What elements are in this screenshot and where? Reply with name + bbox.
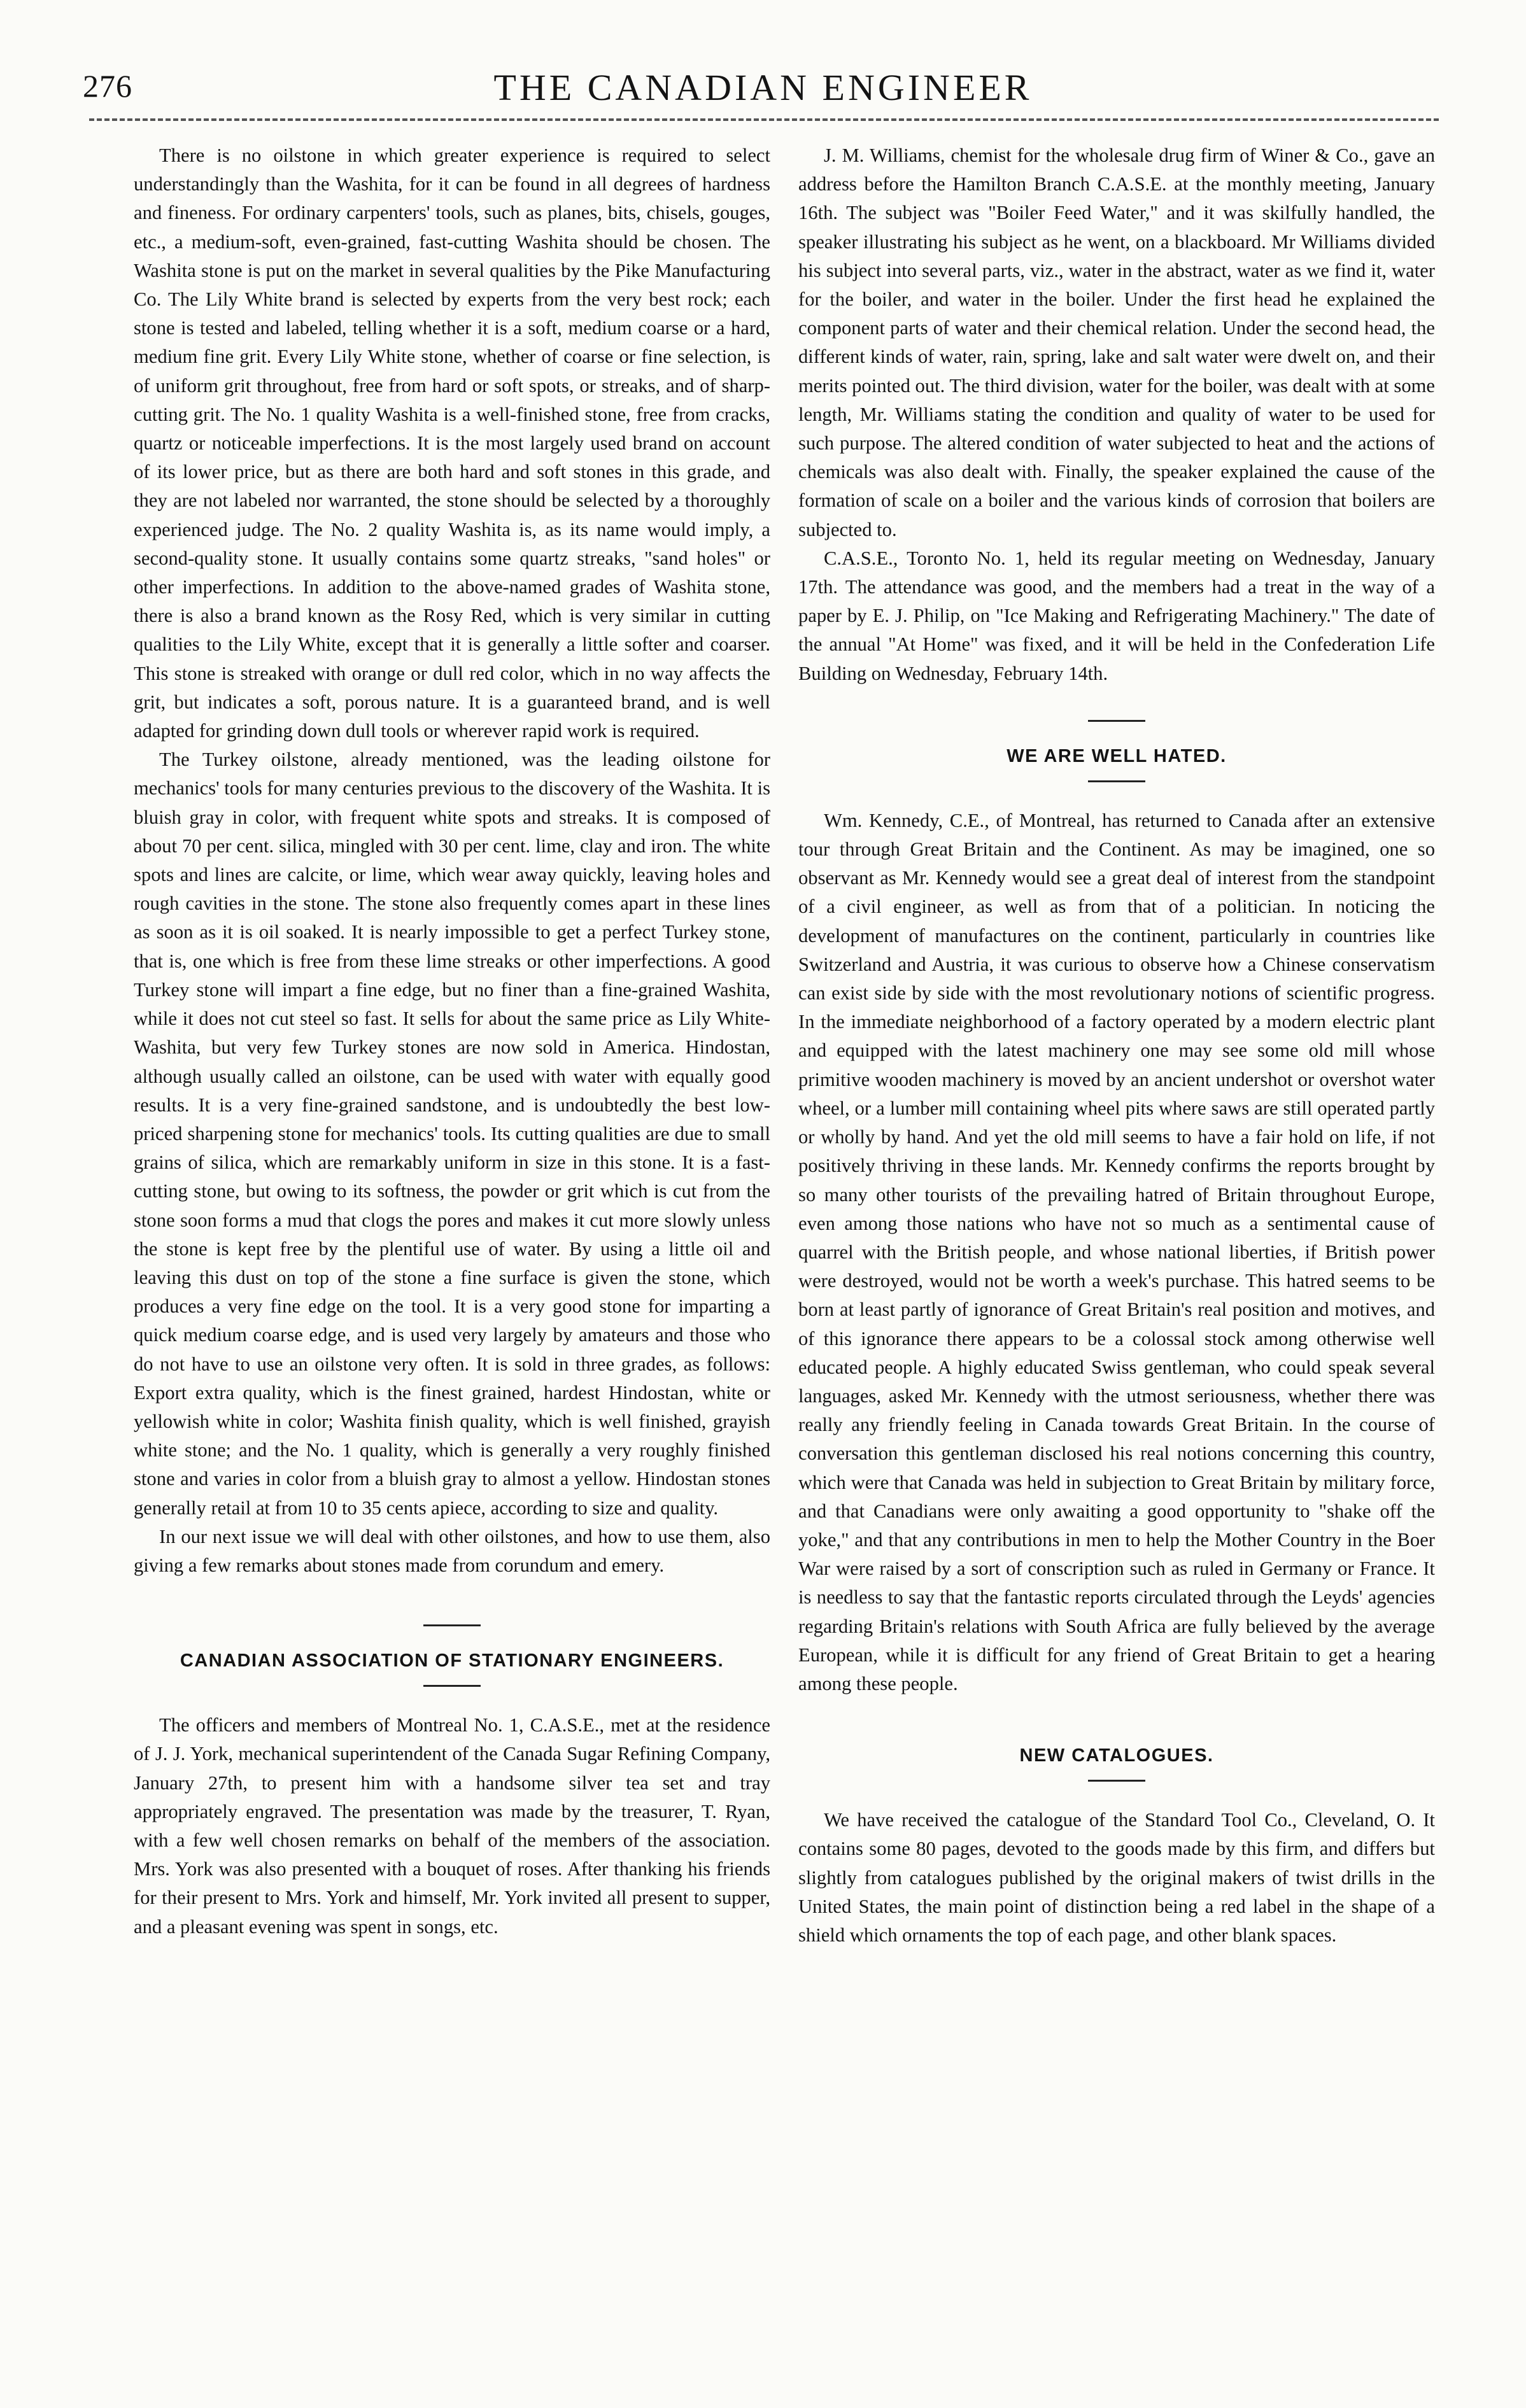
section-rule [1088, 720, 1145, 722]
stationary-engineers-paragraph: The officers and members of Montreal No. 1, C.A.S.E., met at the residence of J. J. York, mechanical superintendent of the Canada Sugar Refining Company, January 27th, to present him with a handsome silver tea set and tray appropriately engraved. The presentation was made by the treasurer, T. Ryan, with a few well chosen remarks on behalf of the members of the association. Mrs. York was also presented with a bouquet of roses. After thanking his friends for their present to Mrs. York and himself, Mr. York invited all present to supper, and a pleasant evening was spent in songs, etc. [134, 1714, 770, 1938]
stationary-engineers-heading: CANADIAN ASSOCIATION OF STATIONARY ENGINEERS. [180, 1651, 724, 1672]
hated-paragraph: Wm. Kennedy, C.E., of Montreal, has returned to Canada after an extensive tour through Great Britain and the Continent. As may be imagined, one so observant as Mr. Kennedy would see a great deal of interest from the standpoint of a civil engineer, as well as from that of a politician. In noticing the development of manufactures on the continent, particularly in countries like Switzerland and Austria, it was curious to observe how a Chinese conservatism can exist side by side with the most revolutionary notions of scientific progress. In the immediate neighborhood of a factory operated by a modern electric plant and equipped with the latest machinery one may see some old mill whose primitive wooden machinery is moved by an ancient undershot or overshot water wheel, or a lumber mill containing wheel pits where saws are still operated partly or wholly by hand. And yet the old mill seems to have a fair hold on life, if not positively thriving in these lands. Mr. Kennedy confirms the reports brought by so many other tourists of the prevailing hatred of Britain throughout Europe, even among those nations who have not so much as a sentimental cause of quarrel with the British people, and whose national liberties, if British power were destroyed, would not be worth a week's purchase. This hatred seems to be born at least partly of ignorance of Great Britain's real position and motives, and of this ignorance there appears to be a colossal stock among otherwise well educated people. A highly educated Swiss gentleman, who could speak several languages, asked Mr. Kennedy with the utmost seriousness, whether there was really any friendly feeling in Canada towards Great Britain. In the course of conversation this gentleman disclosed his real notions concerning this country, which were that Canada was held in subjection to Great Britain by military force, and that Canadians were only awaiting a good opportunity to "shake off the yoke," and that any contributions in men to help the Mother Country in the Boer War were raised by a sort of conscription such as ruled in Germany or France. It is needless to say that the fantastic reports circulated through the Leyds' agencies regarding Britain's relations with South Africa are fully believed by the average European, while it is difficult for any friend of Great Britain to get a hearing among these people. [798, 809, 1435, 1694]
hated-heading: WE ARE WELL HATED. [1007, 745, 1227, 766]
oilstones-paragraph-1: There is no oilstone in which greater experience is required to select understandingly than the Washita, for it can be found in all degrees of hardness and fineness. For ordinary carpenters' tools, such as planes, bits, chisels, gouges, etc., a medium-soft, even-grained, fast-cutting Washita should be chosen. The Washita stone is put on the market in several qualities by the Pike Manufacturing Co. The Lily White brand is selected by experts from the very best rock; each stone is tested and labeled, telling whether it is a soft, medium coarse or a hard, medium fine grit. Every Lily White stone, whether of coarse or fine selection, is of uniform grit throughout, free from hard or soft spots, or streaks, and of sharp-cutting grit. The No. 1 quality Washita is a well-finished stone, free from cracks, quartz or noticeable imperfections. It is the most largely used brand on account of its lower price, but as there are both hard and soft stones in this grade, and they are not labeled nor warranted, the stone should be selected by a thoroughly experienced judge. The No. 2 quality Washita is, as its name would imply, a second-quality stone. It usually contains some quartz streaks, "sand holes" or other imperfections. In addition to the above-named grades of Washita stone, there is also a brand known as the Rosy Red, which is very similar in cutting qualities to the Lily White, except that it is generally a little softer and coarser. This stone is streaked with orange or dull red color, which in no way affects the grit, but indicates a soft, porous nature. It is a guaranteed brand, and is well adapted for grinding down dull tools or wherever rapid work is required. [134, 144, 770, 742]
left-column [134, 141, 770, 1941]
oilstones-paragraph-2: The Turkey oilstone, already mentioned, was the leading oilstone for mechanics' tools for many centuries previous to the discovery of the Washita. It is bluish gray in color, with frequent white spots and streaks. It is composed of about 70 per cent. silica, mingled with 30 per cent. lime, clay and iron. The white spots and lines are calcite, or lime, which wear away quickly, leaving holes and rough cavities in the stone. The stone also frequently comes apart in these lines as soon as it is oil soaked. It is nearly impossible to get a perfect Turkey stone, that is, one which is free from these lime streaks or other imperfections. A good Turkey stone will impart a fine edge, but no finer than a fine-grained Washita, while it does not cut steel so fast. It sells for about the same price as Lily White-Washita, but very few Turkey stones are now sold in America. Hindostan, although usually called an oilstone, can be used with water with equally good results. It is a very fine-grained sandstone, and is undoubtedly the best low-priced sharpening stone for mechanics' tools. Its cutting qualities are due to small grains of silica, which are remarkably uniform in size in this stone. It is a fast-cutting stone, but owing to its softness, the powder or grit which is cut from the stone soon forms a mud that clogs the pores and makes it cut more slowly unless the stone is kept free by the plentiful use of water. By using a little oil and leaving this dust on top of the stone a fine surface is given the stone, which produces a very fine edge on the tool. It is a very good stone for imparting a quick medium coarse edge, and is used very largely by amateurs and those who do not have to use an oilstone very often. It is sold in three grades, as follows: Export extra quality, which is the finest grained, hardest Hindostan, white or yellowish white in color; Washita finish quality, which is well finished, grayish white stone; and the No. 1 quality, which is generally a very roughly finished stone and varies in color from a bluish gray to almost a yellow. Hindostan stones generally retail at from 10 to 35 cents apiece, according to size and quality. [134, 749, 770, 1519]
section-rule [1088, 780, 1145, 782]
section-rule [1088, 1780, 1145, 1782]
page-number: 276 [83, 68, 132, 104]
catalogues-heading: NEW CATALOGUES. [1019, 1745, 1214, 1766]
section-rule [423, 1624, 481, 1626]
case-paragraph-1: J. M. Williams, chemist for the wholesale drug firm of Winer & Co., gave an address before the Hamilton Branch C.A.S.E. at the monthly meeting, January 16th. The subject was "Boiler Feed Water," and it was skilfully handled, the speaker illustrating his subject as he went, on a blackboard. Mr Williams divided his subject into several parts, viz., water in the abstract, water as we find it, water for the boiler, and water in the boiler. Under the first head he explained the component parts of water and their chemical relation. Under the second head, the different kinds of water, rain, spring, lake and salt water were dwelt on, and their merits pointed out. The third division, water for the boiler, was dealt with at some length, Mr. Williams stating the condition and quality of water to be used for such purpose. The altered condition of water subjected to heat and the actions of chemicals was also dealt with. Finally, the speaker explained the cause of the formation of scale on a boiler and the various kinds of corrosion that boilers are subjected to. [798, 144, 1435, 540]
right-column [798, 141, 1435, 1950]
case-paragraph-2: C.A.S.E., Toronto No. 1, held its regular meeting on Wednesday, January 17th. The attendance was good, and the members had a treat in the way of a paper by E. J. Philip, on "Ice Making and Refrigerating Machinery." The date of the annual "At Home" was fixed, and it will be held in the Confederation Life Building on Wednesday, February 14th. [798, 547, 1435, 684]
catalogues-paragraph: We have received the catalogue of the Standard Tool Co., Cleveland, O. It contains some 80 pages, devoted to the goods made by this firm, and differs but slightly from catalogues published by the original makers of twist drills in the United States, the main point of distinction being a red label in the shape of a shield which ornaments the top of each page, and other blank spaces. [798, 1809, 1435, 1946]
oilstones-paragraph-3: In our next issue we will deal with other oilstones, and how to use them, also giving a few remarks about stones made from corundum and emery. [134, 1525, 770, 1576]
section-rule [423, 1685, 481, 1687]
header-rule [89, 118, 1439, 121]
journal-title: THE CANADIAN ENGINEER [493, 67, 1033, 108]
